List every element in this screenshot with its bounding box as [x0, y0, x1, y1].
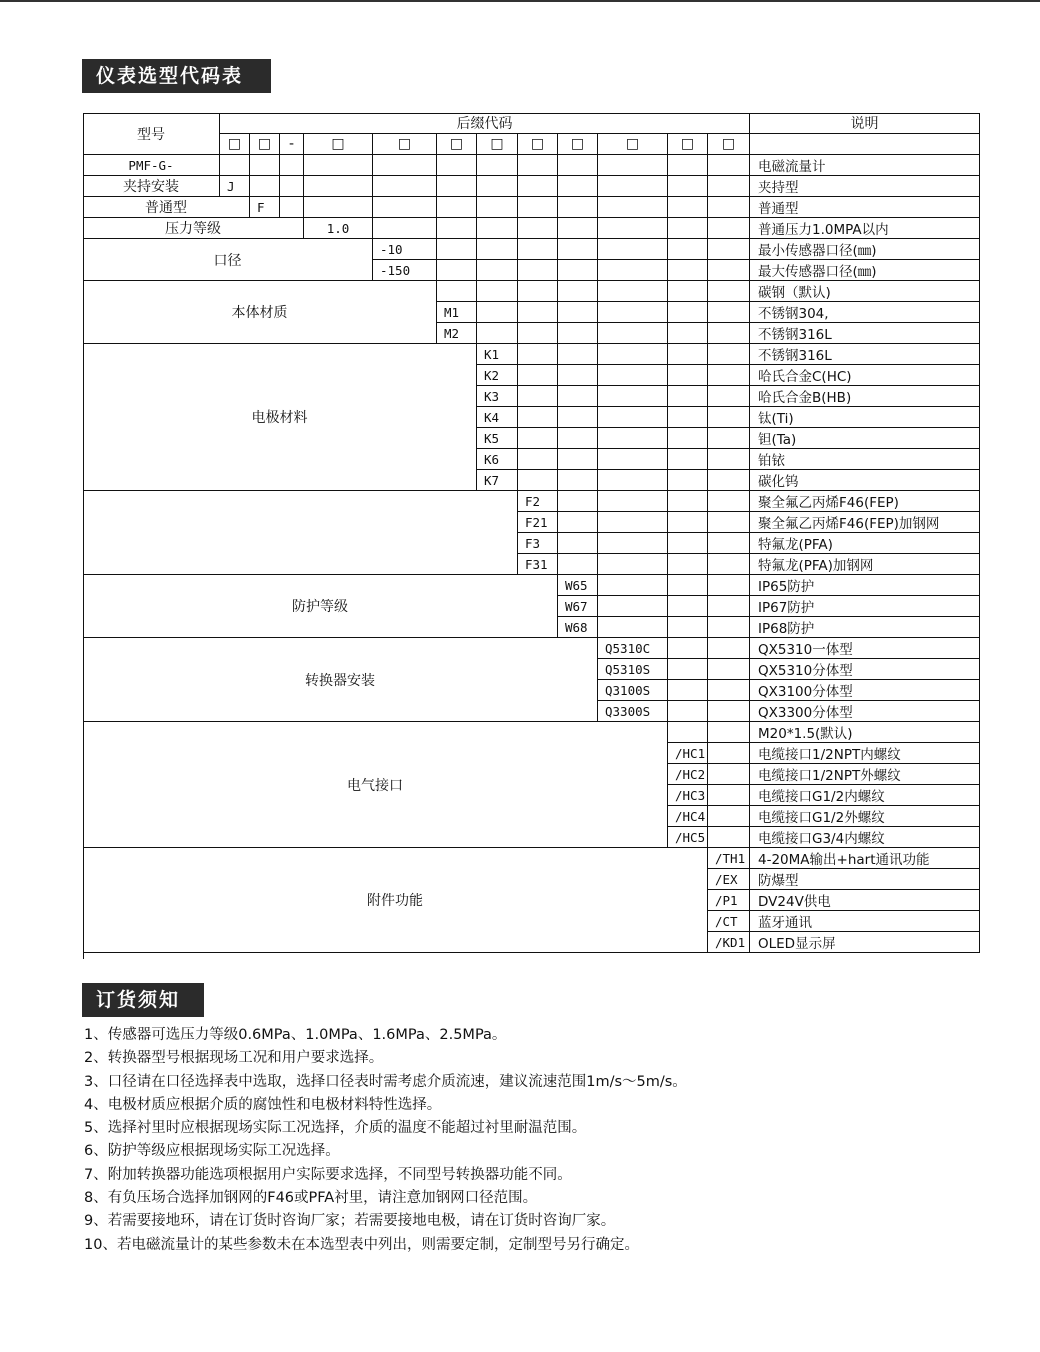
code-grid-cell	[558, 407, 598, 428]
row-label: 附件功能	[83, 848, 708, 953]
code-grid-cell	[708, 176, 750, 197]
description-cell: 蓝牙通讯	[750, 911, 980, 932]
code-grid-cell	[518, 197, 558, 218]
code-grid-cell	[558, 365, 598, 386]
code-grid-cell	[598, 533, 668, 554]
note-item: 4、电极材质应根据介质的腐蚀性和电极材料特性选择。	[84, 1096, 442, 1113]
code-grid-cell	[668, 323, 708, 344]
code-cell: Q3300S	[598, 701, 668, 722]
code-grid-cell	[558, 512, 598, 533]
code-grid-cell	[668, 218, 708, 239]
code-grid-cell	[518, 281, 558, 302]
description-cell: IP68防护	[750, 617, 980, 638]
code-grid-cell	[437, 197, 477, 218]
code-grid-cell	[558, 260, 598, 281]
code-grid-cell	[668, 344, 708, 365]
description-cell: IP67防护	[750, 596, 980, 617]
description-cell: 哈氏合金C(HC)	[750, 365, 980, 386]
code-grid-cell	[373, 176, 437, 197]
code-grid-cell	[518, 323, 558, 344]
code-grid-cell	[668, 155, 708, 176]
description-cell: 不锈钢316L	[750, 344, 980, 365]
code-grid-cell	[558, 281, 598, 302]
code-grid-cell	[518, 428, 558, 449]
description-cell: 碳钢（默认)	[750, 281, 980, 302]
code-grid-cell	[598, 344, 668, 365]
code-grid-cell	[598, 407, 668, 428]
code-grid-cell	[708, 575, 750, 596]
code-grid-cell	[708, 722, 750, 743]
header-code-box: □	[250, 134, 280, 155]
row-label	[83, 491, 518, 575]
code-grid-cell	[598, 365, 668, 386]
code-grid-cell	[477, 197, 518, 218]
code-grid-cell	[373, 155, 437, 176]
code-cell: Q5310S	[598, 659, 668, 680]
code-grid-cell	[477, 155, 518, 176]
code-grid-cell	[668, 617, 708, 638]
code-grid-cell	[708, 680, 750, 701]
row-label: 本体材质	[83, 281, 437, 344]
code-grid-cell	[373, 197, 437, 218]
code-grid-cell	[668, 365, 708, 386]
code-cell: /P1	[708, 890, 750, 911]
note-item: 6、防护等级应根据现场实际工况选择。	[84, 1143, 340, 1160]
code-grid-cell	[558, 239, 598, 260]
code-cell: F31	[518, 554, 558, 575]
code-cell: W67	[558, 596, 598, 617]
code-grid-cell	[668, 302, 708, 323]
header-dash: -	[280, 134, 304, 155]
code-grid-cell	[558, 302, 598, 323]
code-grid-cell	[668, 386, 708, 407]
code-grid-cell	[708, 638, 750, 659]
description-cell: 哈氏合金B(HB)	[750, 386, 980, 407]
code-grid-cell	[518, 386, 558, 407]
code-cell: /CT	[708, 911, 750, 932]
note-item: 5、选择衬里时应根据现场实际工况选择，介质的温度不能超过衬里耐温范围。	[84, 1120, 587, 1137]
code-grid-cell	[477, 281, 518, 302]
code-grid-cell	[708, 365, 750, 386]
header-code-box: □	[220, 134, 250, 155]
code-grid-cell	[708, 449, 750, 470]
code-cell: /KD1	[708, 932, 750, 953]
code-cell: -150	[373, 260, 437, 281]
code-grid-cell	[708, 281, 750, 302]
code-grid-cell	[598, 575, 668, 596]
code-cell: /HC5	[668, 827, 708, 848]
code-cell: F2	[518, 491, 558, 512]
code-grid-cell	[708, 302, 750, 323]
code-grid-cell	[518, 176, 558, 197]
code-cell: K7	[477, 470, 518, 491]
code-grid-cell	[558, 449, 598, 470]
code-grid-cell	[708, 554, 750, 575]
description-cell: 不锈钢304,	[750, 302, 980, 323]
code-grid-cell	[598, 512, 668, 533]
code-grid-cell	[598, 554, 668, 575]
row-label: 夹持安装	[83, 176, 220, 197]
code-grid-cell	[250, 155, 280, 176]
code-grid-cell	[668, 407, 708, 428]
code-grid-cell	[668, 449, 708, 470]
code-grid-cell	[668, 260, 708, 281]
code-grid-cell	[668, 596, 708, 617]
description-cell: 电缆接口1/2NPT外螺纹	[750, 764, 980, 785]
code-grid-cell	[668, 491, 708, 512]
header-code-box: □	[304, 134, 373, 155]
code-cell: M1	[437, 302, 477, 323]
description-cell: DV24V供电	[750, 890, 980, 911]
header-code-box: □	[708, 134, 750, 155]
code-grid-cell	[668, 512, 708, 533]
description-cell: 碳化钨	[750, 470, 980, 491]
code-grid-cell	[437, 176, 477, 197]
code-grid-cell	[708, 806, 750, 827]
code-grid-cell	[668, 533, 708, 554]
code-cell: /TH1	[708, 848, 750, 869]
code-grid-cell	[708, 743, 750, 764]
description-cell: 夹持型	[750, 176, 980, 197]
code-grid-cell	[477, 176, 518, 197]
code-cell: J	[220, 176, 250, 197]
code-grid-cell	[708, 617, 750, 638]
code-grid-cell	[518, 155, 558, 176]
description-cell: OLED显示屏	[750, 932, 980, 953]
description-cell: 不锈钢316L	[750, 323, 980, 344]
description-cell: 特氟龙(PFA)	[750, 533, 980, 554]
code-grid-cell	[280, 155, 304, 176]
row-label: 压力等级	[83, 218, 304, 239]
code-grid-cell	[668, 701, 708, 722]
code-grid-cell	[668, 281, 708, 302]
description-cell: QX3300分体型	[750, 701, 980, 722]
code-grid-cell	[558, 155, 598, 176]
code-grid-cell	[558, 176, 598, 197]
code-cell: Q3100S	[598, 680, 668, 701]
section-title-ordering-notes: 订货须知	[82, 983, 204, 1017]
code-grid-cell	[558, 554, 598, 575]
code-cell: W68	[558, 617, 598, 638]
header-code-box: □	[598, 134, 668, 155]
code-grid-cell	[558, 491, 598, 512]
code-grid-cell	[518, 365, 558, 386]
description-cell: 电缆接口1/2NPT内螺纹	[750, 743, 980, 764]
description-cell: 4-20MA输出+hart通讯功能	[750, 848, 980, 869]
code-cell: /HC1	[668, 743, 708, 764]
code-grid-cell	[598, 470, 668, 491]
code-grid-cell	[558, 218, 598, 239]
code-grid-cell	[668, 239, 708, 260]
description-cell: 聚全氟乙丙烯F46(FEP)	[750, 491, 980, 512]
code-grid-cell	[437, 260, 477, 281]
row-label: 防护等级	[83, 575, 558, 638]
description-cell: QX3100分体型	[750, 680, 980, 701]
code-grid-cell	[668, 470, 708, 491]
header-code-box: □	[668, 134, 708, 155]
code-grid-cell	[708, 260, 750, 281]
header-code-box: □	[373, 134, 437, 155]
code-grid-cell	[598, 260, 668, 281]
description-cell: 钽(Ta)	[750, 428, 980, 449]
code-grid-cell	[708, 218, 750, 239]
note-item: 7、附加转换器功能选项根据用户实际要求选择，不同型号转换器功能不同。	[84, 1166, 572, 1183]
code-cell: F	[250, 197, 280, 218]
code-grid-cell	[708, 239, 750, 260]
description-cell: QX5310一体型	[750, 638, 980, 659]
row-label: 普通型	[83, 197, 250, 218]
code-grid-cell	[708, 512, 750, 533]
code-grid-cell	[708, 407, 750, 428]
code-grid-cell	[708, 596, 750, 617]
code-grid-cell	[280, 176, 304, 197]
description-cell: IP65防护	[750, 575, 980, 596]
code-grid-cell	[598, 491, 668, 512]
code-grid-cell	[477, 239, 518, 260]
code-cell: K5	[477, 428, 518, 449]
code-grid-cell	[708, 323, 750, 344]
code-cell: M2	[437, 323, 477, 344]
code-cell: Q5310C	[598, 638, 668, 659]
code-grid-cell	[558, 428, 598, 449]
code-grid-cell	[598, 218, 668, 239]
code-cell: F3	[518, 533, 558, 554]
code-grid-cell	[598, 323, 668, 344]
code-cell: K4	[477, 407, 518, 428]
code-grid-cell	[708, 785, 750, 806]
code-grid-cell	[558, 197, 598, 218]
code-grid-cell	[708, 344, 750, 365]
description-cell: 聚全氟乙丙烯F46(FEP)加钢网	[750, 512, 980, 533]
code-cell	[437, 281, 477, 302]
description-cell: QX5310分体型	[750, 659, 980, 680]
header-desc-blank	[750, 134, 980, 155]
header-code-box: □	[477, 134, 518, 155]
code-grid-cell	[598, 428, 668, 449]
code-grid-cell	[708, 827, 750, 848]
header-code-box: □	[518, 134, 558, 155]
description-cell: 防爆型	[750, 869, 980, 890]
code-grid-cell	[437, 155, 477, 176]
row-label: 口径	[83, 239, 373, 281]
code-grid-cell	[250, 176, 280, 197]
description-cell: 电缆接口G3/4内螺纹	[750, 827, 980, 848]
code-grid-cell	[668, 197, 708, 218]
code-grid-cell	[477, 323, 518, 344]
code-grid-cell	[518, 470, 558, 491]
header-code-box: □	[437, 134, 477, 155]
code-cell: K3	[477, 386, 518, 407]
code-grid-cell	[518, 239, 558, 260]
code-grid-cell	[598, 386, 668, 407]
code-grid-cell	[558, 344, 598, 365]
section-title-selection-table: 仪表选型代码表	[82, 59, 271, 93]
code-grid-cell	[708, 386, 750, 407]
code-grid-cell	[708, 701, 750, 722]
code-cell: K1	[477, 344, 518, 365]
header-model: 型号	[83, 113, 220, 155]
description-cell: 最小传感器口径(㎜)	[750, 239, 980, 260]
note-item: 2、转换器型号根据现场工况和用户要求选择。	[84, 1050, 384, 1067]
model-code-cell: PMF-G-	[83, 155, 220, 176]
code-cell	[668, 722, 708, 743]
code-grid-cell	[598, 176, 668, 197]
code-grid-cell	[304, 197, 373, 218]
code-grid-cell	[220, 155, 250, 176]
header-description: 说明	[750, 113, 980, 134]
code-grid-cell	[668, 428, 708, 449]
code-grid-cell	[668, 680, 708, 701]
description-cell: 普通压力1.0MPA以内	[750, 218, 980, 239]
code-cell: K6	[477, 449, 518, 470]
note-item: 10、若电磁流量计的某些参数未在本选型表中列出，则需要定制，定制型号另行确定。	[84, 1236, 639, 1253]
code-grid-cell	[518, 344, 558, 365]
description-cell: M20*1.5(默认)	[750, 722, 980, 743]
code-grid-cell	[304, 176, 373, 197]
code-grid-cell	[518, 449, 558, 470]
code-grid-cell	[668, 554, 708, 575]
top-rule	[0, 0, 1040, 2]
code-cell: 1.0	[304, 218, 373, 239]
code-cell: F21	[518, 512, 558, 533]
code-grid-cell	[668, 638, 708, 659]
row-label: 转换器安装	[83, 638, 598, 722]
code-grid-cell	[518, 260, 558, 281]
code-grid-cell	[708, 491, 750, 512]
code-grid-cell	[558, 533, 598, 554]
code-grid-cell	[708, 764, 750, 785]
code-grid-cell	[558, 470, 598, 491]
note-item: 8、有负压场合选择加钢网的F46或PFA衬里，请注意加钢网口径范围。	[84, 1190, 538, 1207]
code-grid-cell	[280, 197, 304, 218]
code-grid-cell	[668, 176, 708, 197]
code-cell: /HC3	[668, 785, 708, 806]
code-grid-cell	[518, 407, 558, 428]
code-grid-cell	[477, 260, 518, 281]
note-item: 1、传感器可选压力等级0.6MPa、1.0MPa、1.6MPa、2.5MPa。	[84, 1027, 507, 1043]
code-grid-cell	[598, 239, 668, 260]
code-grid-cell	[708, 470, 750, 491]
code-cell: -10	[373, 239, 437, 260]
code-grid-cell	[477, 302, 518, 323]
code-grid-cell	[668, 575, 708, 596]
code-grid-cell	[598, 617, 668, 638]
code-grid-cell	[598, 155, 668, 176]
code-cell: /HC2	[668, 764, 708, 785]
note-item: 9、若需要接地环，请在订货时咨询厂家；若需要接地电极，请在订货时咨询厂家。	[84, 1213, 616, 1230]
code-cell: W65	[558, 575, 598, 596]
code-grid-cell	[518, 302, 558, 323]
row-label: 电极材料	[83, 344, 477, 491]
description-cell: 钛(Ti)	[750, 407, 980, 428]
code-grid-cell	[437, 239, 477, 260]
code-grid-cell	[668, 659, 708, 680]
code-grid-cell	[598, 281, 668, 302]
description-cell: 铂铱	[750, 449, 980, 470]
row-label: 电气接口	[83, 722, 668, 848]
code-grid-cell	[304, 155, 373, 176]
description-cell: 电磁流量计	[750, 155, 980, 176]
code-grid-cell	[437, 218, 477, 239]
code-grid-cell	[708, 155, 750, 176]
code-grid-cell	[708, 533, 750, 554]
code-cell: /EX	[708, 869, 750, 890]
note-item: 3、口径请在口径选择表中选取，选择口径表时需考虑介质流速，建议流速范围1m/s～5m/s。	[84, 1073, 687, 1090]
code-grid-cell	[708, 428, 750, 449]
code-grid-cell	[518, 218, 558, 239]
code-grid-cell	[598, 449, 668, 470]
code-cell: K2	[477, 365, 518, 386]
description-cell: 普通型	[750, 197, 980, 218]
code-grid-cell	[598, 302, 668, 323]
code-grid-cell	[373, 218, 437, 239]
code-grid-cell	[558, 386, 598, 407]
header-code-box: □	[558, 134, 598, 155]
header-suffix: 后缀代码	[220, 113, 750, 134]
description-cell: 特氟龙(PFA)加钢网	[750, 554, 980, 575]
selection-code-table	[83, 113, 980, 959]
description-cell: 最大传感器口径(㎜)	[750, 260, 980, 281]
code-grid-cell	[558, 323, 598, 344]
code-grid-cell	[598, 197, 668, 218]
code-grid-cell	[598, 596, 668, 617]
code-grid-cell	[708, 197, 750, 218]
description-cell: 电缆接口G1/2外螺纹	[750, 806, 980, 827]
code-grid-cell	[708, 659, 750, 680]
ordering-notes-list	[84, 1024, 1004, 1257]
code-cell: /HC4	[668, 806, 708, 827]
code-grid-cell	[477, 218, 518, 239]
description-cell: 电缆接口G1/2内螺纹	[750, 785, 980, 806]
